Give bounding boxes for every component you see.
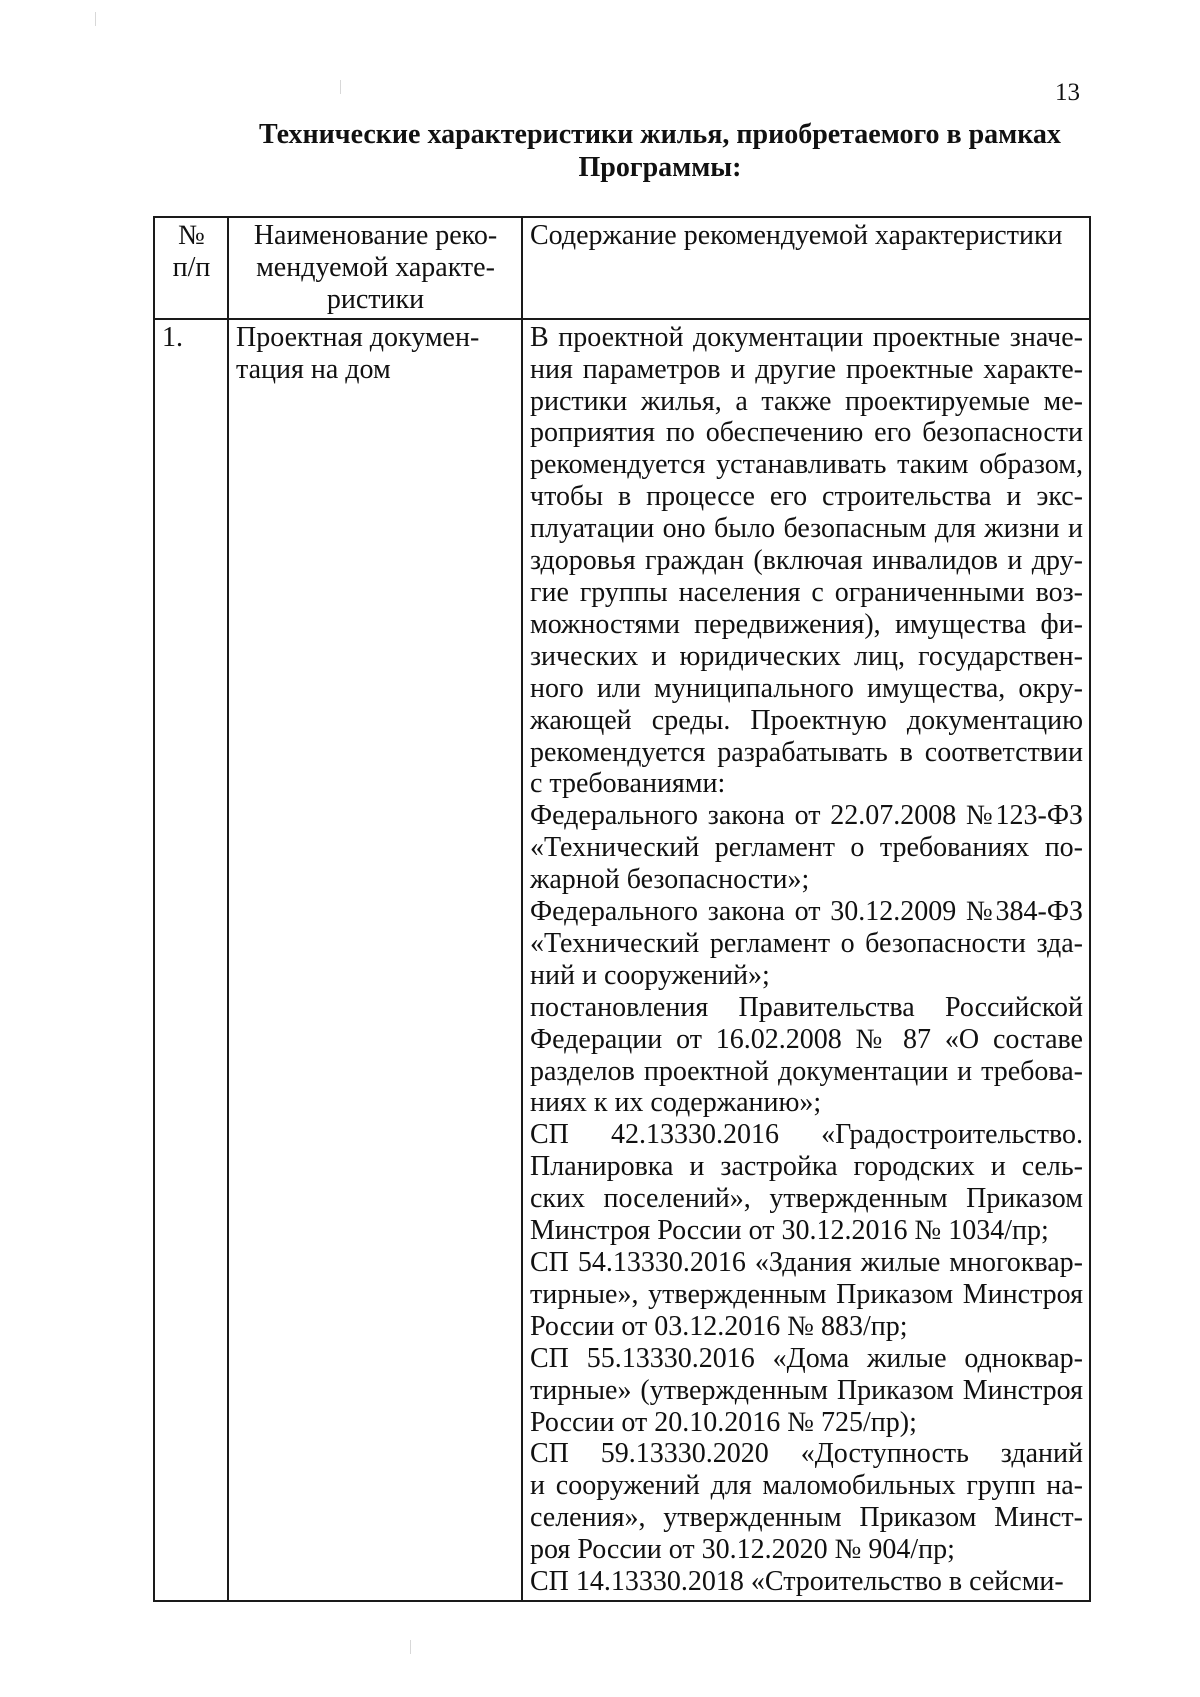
- content-line: можностями передвижения), имущества фи-: [530, 608, 1083, 640]
- content-line: России от 03.12.2016 № 883/пр;: [530, 1310, 908, 1342]
- row-name-cell: [228, 319, 522, 1601]
- content-line: «Технический регламент о безопасности зда-: [530, 927, 1083, 959]
- content-line: ний и сооружений»;: [530, 959, 770, 991]
- header-cell-number: [154, 217, 228, 319]
- content-line: ного или муниципального имущества, окру-: [530, 672, 1083, 704]
- content-line: с требованиями:: [530, 768, 726, 800]
- content-line: зических и юридических лиц, государствен-: [530, 640, 1083, 672]
- content-line: жарной безопасности»;: [530, 864, 810, 896]
- content-line: роприятия по обеспечению его безопасности: [530, 417, 1083, 449]
- header-name-line: Наименование реко-: [253, 220, 498, 251]
- content-line: плуатации оно было безопасным для жизни и: [530, 513, 1083, 545]
- content-line: гие группы населения с ограниченными воз-: [530, 576, 1083, 608]
- content-line: селения», утвержденным Приказом Минст-: [530, 1502, 1083, 1534]
- content-line: разделов проектной документации и требова-: [530, 1055, 1083, 1087]
- content-line: В проектной документации проектные значе-: [530, 321, 1083, 353]
- content-line: ниях к их содержанию»;: [530, 1087, 822, 1119]
- table-header-row: [154, 217, 1090, 319]
- document-title: [200, 118, 1120, 184]
- header-name-line: мендуемой характе-: [256, 251, 495, 283]
- content-line: и сооружений для маломобильных групп на-: [530, 1470, 1083, 1502]
- table-row: [154, 319, 1090, 1601]
- scan-mark: [95, 12, 96, 26]
- content-line: СП 55.13330.2016 «Дома жилые одноквар-: [530, 1342, 1083, 1374]
- header-cell-content: Содержание рекомендуемой характеристики: [522, 217, 1090, 319]
- content-line: чтобы в процессе его строительства и экс-: [530, 481, 1083, 513]
- content-line: СП 54.13330.2016 «Здания жилые многоквар-: [530, 1247, 1083, 1278]
- content-line: тирные», утвержденным Приказом Минстроя: [530, 1278, 1083, 1310]
- row-name-line: Проектная докумен-: [236, 321, 480, 353]
- content-line: здоровья граждан (включая инвалидов и дру-: [530, 545, 1083, 577]
- content-line: постановления Правительства Российской: [530, 991, 1083, 1023]
- content-line: роя России от 30.12.2020 № 904/пр;: [530, 1534, 955, 1566]
- characteristics-table: [153, 216, 1091, 1602]
- scan-mark: [340, 80, 341, 94]
- document-title-line-2: Программы:: [578, 152, 742, 183]
- content-line: «Технический регламент о требованиях по-: [530, 832, 1083, 864]
- page-number: 13: [1055, 79, 1080, 106]
- content-line: Федерального закона от 22.07.2008 №123-ФЗ: [530, 800, 1083, 832]
- content-line: Планировка и застройка городских и сель-: [530, 1151, 1083, 1183]
- content-line: ских поселений», утвержденным Приказом: [530, 1183, 1083, 1215]
- content-line: Федерации от 16.02.2008 № 87 «О составе: [530, 1023, 1083, 1055]
- content-line: СП 42.13330.2016 «Градостроительство.: [530, 1119, 1083, 1151]
- content-line: рекомендуется разрабатывать в соответствии: [530, 736, 1083, 768]
- header-name-line: ристики: [326, 283, 425, 315]
- header-cell-name: [228, 217, 522, 319]
- document-title-line-1: Технические характеристики жилья, приобретаемого в рамках: [259, 119, 1061, 150]
- header-number-line: №: [178, 220, 205, 251]
- content-line: России от 20.10.2016 № 725/пр);: [530, 1406, 917, 1438]
- content-line: Федерального закона от 30.12.2009 №384-ФЗ: [530, 896, 1083, 928]
- content-line: ристики жилья, а также проектируемые ме-: [530, 385, 1083, 417]
- header-number-line: п/п: [172, 251, 211, 283]
- content-line: СП 59.13330.2020 «Доступность зданий: [530, 1438, 1083, 1470]
- row-number-cell: 1.: [154, 319, 228, 1601]
- content-line: СП 14.13330.2018 «Строительство в сейсми-: [530, 1566, 1064, 1598]
- row-name-line: тация на дом: [236, 353, 391, 385]
- content-line: Минстроя России от 30.12.2016 № 1034/пр;: [530, 1215, 1049, 1247]
- content-line: жающей среды. Проектную документацию: [530, 704, 1083, 736]
- row-content-cell: [522, 319, 1090, 1601]
- content-line: рекомендуется устанавливать таким образом,: [530, 449, 1083, 481]
- content-line: тирные» (утвержденным Приказом Минстроя: [530, 1374, 1083, 1406]
- content-line: ния параметров и другие проектные характе-: [530, 353, 1083, 385]
- scan-mark: [410, 1640, 411, 1654]
